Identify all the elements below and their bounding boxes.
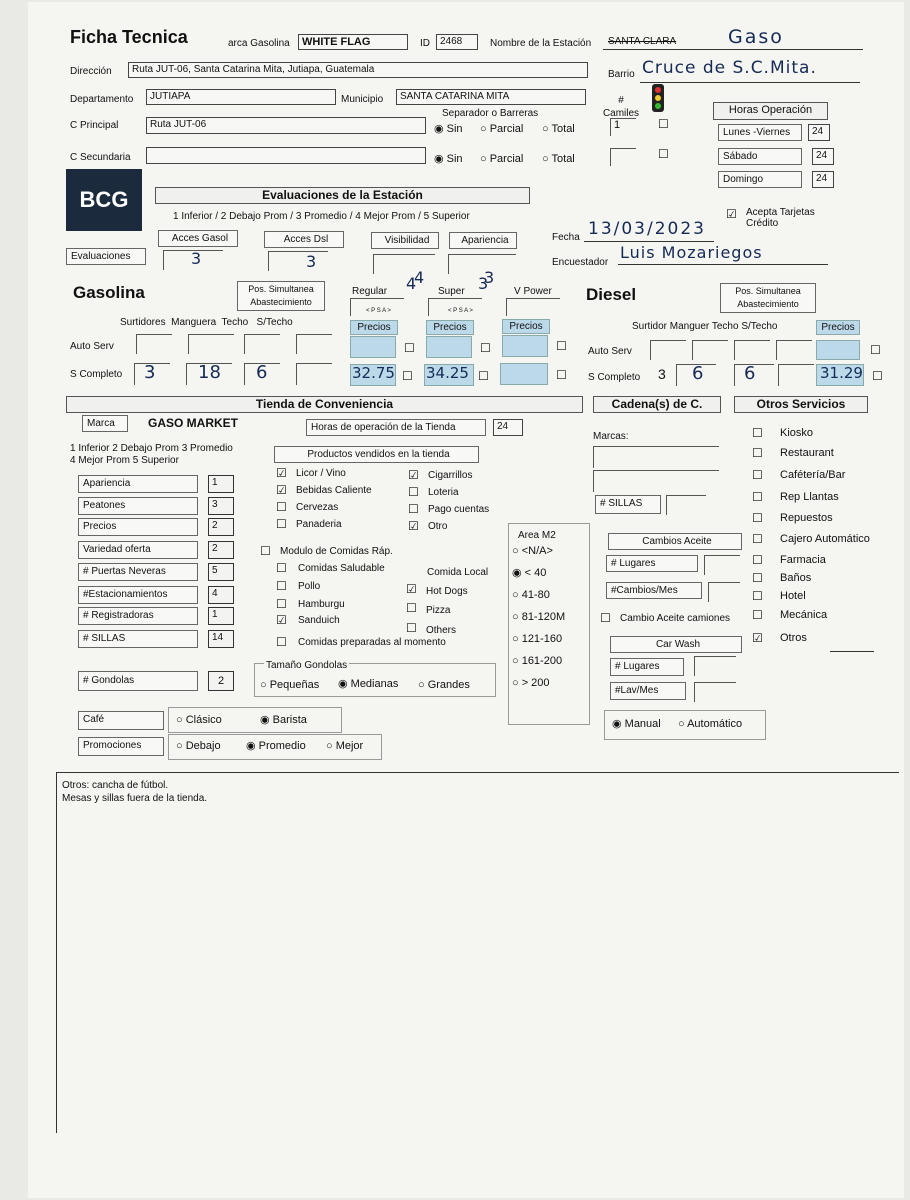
area-option-radio[interactable]: ○ 81-120M bbox=[512, 611, 566, 623]
sep1-total-label: Total bbox=[551, 123, 575, 135]
rating-value[interactable]: 3 bbox=[208, 497, 234, 515]
lunes-viernes-label: Lunes -Viernes bbox=[718, 124, 802, 141]
notes-area[interactable] bbox=[56, 772, 899, 1133]
producto-label: Bebidas Caliente bbox=[296, 485, 372, 496]
cambios-mes-field[interactable] bbox=[708, 582, 740, 602]
domingo-label: Domingo bbox=[718, 171, 802, 188]
clasico-radio[interactable]: ○ Clásico bbox=[176, 714, 222, 726]
diesel-auto-stecho[interactable] bbox=[776, 340, 812, 360]
camiones-label: Cambio Aceite camiones bbox=[620, 613, 731, 624]
barista-radio[interactable]: ◉ Barista bbox=[260, 714, 307, 726]
tienda-horas-label: Horas de operación de la Tienda bbox=[306, 419, 486, 436]
camiles-field[interactable] bbox=[610, 118, 636, 136]
tienda-marca-value: GASO MARKET bbox=[148, 416, 238, 430]
gasolina-title: Gasolina bbox=[73, 283, 145, 302]
comida-checkbox[interactable]: ☑ bbox=[276, 613, 287, 627]
cadena-sillas-field[interactable] bbox=[666, 495, 706, 515]
automatico-label: Automático bbox=[687, 718, 743, 730]
barrio-handwritten: Cruce de S.C.Mita. bbox=[642, 58, 817, 78]
fecha-label: Fecha bbox=[552, 232, 580, 243]
sabado-field[interactable]: 24 bbox=[812, 148, 834, 165]
tamano-gondolas-label: Tamaño Gondolas bbox=[266, 660, 348, 671]
nombre-estacion-handwritten: Gaso bbox=[728, 26, 784, 48]
acces-gasol-hw: 3 bbox=[191, 249, 202, 268]
tienda-horas-field[interactable]: 24 bbox=[493, 419, 523, 436]
marcas-label: Marcas: bbox=[593, 431, 629, 442]
bcg-logo bbox=[66, 169, 142, 231]
producto-label: Pago cuentas bbox=[428, 504, 490, 515]
comida-checkbox[interactable]: ☐ bbox=[276, 561, 287, 575]
sep1-total-radio[interactable]: ○ Total bbox=[542, 123, 575, 135]
sep1-sin-label: Sin bbox=[446, 123, 463, 135]
producto-checkbox[interactable]: ☑ bbox=[276, 483, 287, 497]
area-option-radio[interactable]: ◉ < 40 bbox=[512, 567, 547, 579]
productos-header: Productos vendidos en la tienda bbox=[274, 446, 479, 463]
rating-value[interactable]: 1 bbox=[208, 607, 234, 625]
nombre-estacion-struck: SANTA CLARA bbox=[608, 36, 677, 47]
rating-label: # SILLAS bbox=[78, 630, 198, 648]
rating-label: #Estacionamientos bbox=[78, 586, 198, 604]
gondolas-label: # Gondolas bbox=[78, 671, 198, 691]
manual-radio[interactable]: ◉ Manual bbox=[612, 718, 661, 730]
marca-gasolina-field[interactable]: WHITE FLAG bbox=[298, 34, 408, 50]
sep1-sin-radio[interactable]: ◉ Sin bbox=[434, 123, 463, 135]
servicio-checkbox[interactable]: ☐ bbox=[752, 468, 763, 482]
regular-hw: 4 bbox=[406, 274, 417, 293]
diesel-auto-manguera[interactable] bbox=[692, 340, 728, 360]
cadena-sillas-label: # SILLAS bbox=[595, 495, 661, 514]
visibilidad-label: Visibilidad bbox=[371, 232, 439, 249]
barista-label: Barista bbox=[272, 714, 307, 726]
rating-label: # Puertas Neveras bbox=[78, 563, 198, 581]
servicio-label: Kiosko bbox=[780, 427, 814, 439]
diesel-s-precio-hw: 31.29 bbox=[820, 364, 863, 382]
servicio-checkbox[interactable]: ☐ bbox=[752, 571, 763, 585]
promo-mejor-label: Mejor bbox=[335, 740, 364, 752]
servicio-checkbox[interactable]: ☐ bbox=[752, 426, 763, 440]
comida-label: Sanduich bbox=[298, 615, 340, 626]
evaluaciones-header: Evaluaciones de la Estación bbox=[155, 187, 530, 204]
municipio-label: Municipio bbox=[341, 94, 384, 105]
servicio-checkbox[interactable]: ☐ bbox=[752, 511, 763, 525]
cambios-mes-label: #Cambios/Mes bbox=[606, 582, 702, 599]
gas-s-vpower-check[interactable]: ☐ bbox=[556, 368, 567, 382]
producto-checkbox[interactable]: ☐ bbox=[276, 517, 287, 531]
rating-value[interactable]: 2 bbox=[208, 518, 234, 536]
gas-s-techo-hw: 6 bbox=[256, 362, 268, 383]
lav-mes-label: #Lav/Mes bbox=[610, 682, 686, 700]
rating-value[interactable]: 5 bbox=[208, 563, 234, 581]
servicio-checkbox[interactable]: ☐ bbox=[752, 553, 763, 567]
horas-operacion-header: Horas Operación bbox=[713, 102, 828, 120]
rating-value[interactable]: 2 bbox=[208, 541, 234, 559]
rating-value[interactable]: 1 bbox=[208, 475, 234, 493]
gas-auto-vpower-check[interactable]: ☐ bbox=[556, 339, 567, 353]
rating-label: Peatones bbox=[78, 497, 198, 515]
producto-checkbox[interactable]: ☐ bbox=[408, 502, 419, 516]
separador-label: Separador o Barreras bbox=[442, 108, 539, 119]
producto-label: Cigarrillos bbox=[428, 470, 473, 481]
vpower-psa-box[interactable] bbox=[506, 298, 560, 316]
departamento-label: Departamento bbox=[70, 94, 134, 105]
encuestador-rule bbox=[618, 264, 828, 265]
gas-s-precio-super-hw: 34.25 bbox=[426, 364, 469, 382]
gas-auto-regular-check[interactable]: ☐ bbox=[404, 341, 415, 355]
producto-label: Loteria bbox=[428, 487, 459, 498]
diesel-s-techo-hw: 6 bbox=[744, 363, 756, 384]
tienda-scale-2: 4 Mejor Prom 5 Superior bbox=[70, 455, 179, 466]
promo-promedio-label: Promedio bbox=[258, 740, 306, 752]
cafe-label: Café bbox=[78, 711, 164, 730]
servicio-checkbox[interactable]: ☐ bbox=[752, 446, 763, 460]
encuestador-handwritten: Luis Mozariegos bbox=[620, 243, 763, 262]
gondolas-field[interactable]: 2 bbox=[208, 671, 234, 691]
visibilidad-field[interactable] bbox=[373, 254, 435, 274]
sep2-sin-radio[interactable]: ◉ Sin bbox=[434, 153, 463, 165]
marcas-field-2[interactable] bbox=[593, 470, 719, 492]
camiones-checkbox[interactable]: ☐ bbox=[600, 611, 611, 625]
servicio-checkbox[interactable]: ☐ bbox=[752, 589, 763, 603]
header-rule bbox=[603, 49, 863, 50]
servicio-label: Repuestos bbox=[780, 512, 833, 524]
carwash-lugares-field[interactable] bbox=[694, 656, 736, 676]
rating-label: Apariencia bbox=[78, 475, 198, 493]
area-option-radio[interactable]: ○ > 200 bbox=[512, 677, 550, 689]
comida-checkbox[interactable]: ☐ bbox=[406, 601, 417, 615]
fecha-handwritten: 13/03/2023 bbox=[588, 219, 706, 239]
gas-s-precio-vpower[interactable] bbox=[500, 363, 548, 385]
marca-gasolina-label: arca Gasolina bbox=[228, 38, 290, 49]
otros-rule bbox=[830, 651, 874, 652]
producto-checkbox[interactable]: ☐ bbox=[276, 500, 287, 514]
producto-checkbox[interactable]: ☐ bbox=[408, 485, 419, 499]
rating-label: # Registradoras bbox=[78, 607, 198, 625]
gas-auto-super-check[interactable]: ☐ bbox=[480, 341, 491, 355]
nombre-estacion-label: Nombre de la Estación bbox=[490, 38, 592, 49]
servicio-label: Hotel bbox=[780, 590, 806, 602]
form-sheet bbox=[28, 2, 904, 1198]
producto-checkbox[interactable]: ☑ bbox=[408, 468, 419, 482]
regular-label: Regular bbox=[352, 286, 388, 297]
gas-s-stecho[interactable] bbox=[296, 363, 332, 385]
camiles-checkbox[interactable]: ☐ bbox=[658, 117, 669, 131]
gas-auto-manguera[interactable] bbox=[188, 334, 234, 354]
rating-value[interactable]: 14 bbox=[208, 630, 234, 648]
diesel-title: Diesel bbox=[586, 285, 637, 304]
id-label: ID bbox=[420, 38, 430, 49]
sep1-parcial-radio[interactable]: ○ Parcial bbox=[480, 123, 524, 135]
visibilidad-hw: 4 bbox=[414, 268, 425, 287]
csecundaria-label: C Secundaria bbox=[70, 152, 131, 163]
area-option-radio[interactable]: ○ 41-80 bbox=[512, 589, 550, 601]
domingo-field[interactable]: 24 bbox=[812, 171, 834, 188]
gas-auto-techo[interactable] bbox=[244, 334, 280, 354]
rating-label: Variedad oferta bbox=[78, 541, 198, 559]
precio-super-header: Precios bbox=[426, 320, 474, 335]
acces-dsl-label: Acces Dsl bbox=[264, 231, 344, 248]
departamento-field[interactable]: JUTIAPA bbox=[146, 89, 336, 105]
super-label: Super bbox=[438, 286, 465, 297]
barrio-rule bbox=[640, 82, 860, 83]
notes-line-2: Mesas y sillas fuera de la tienda. bbox=[62, 793, 208, 804]
gas-s-regular-check[interactable]: ☐ bbox=[402, 369, 413, 383]
lav-mes-field[interactable] bbox=[694, 682, 736, 702]
servicio-label: Cafétería/Bar bbox=[780, 469, 846, 481]
id-field[interactable]: 2468 bbox=[436, 34, 478, 50]
cprincipal-field[interactable]: Ruta JUT-06 bbox=[146, 117, 426, 134]
apariencia-hw: 3 bbox=[484, 268, 495, 287]
area-title: Area M2 bbox=[518, 530, 556, 541]
municipio-field[interactable]: SANTA CATARINA MITA bbox=[396, 89, 586, 105]
apariencia-field[interactable] bbox=[448, 254, 516, 274]
comida-checkbox[interactable]: ☐ bbox=[406, 621, 417, 635]
diesel-auto-precio[interactable] bbox=[816, 340, 860, 360]
bcg-logo-text: BCG bbox=[79, 187, 129, 212]
servicio-label: Farmacia bbox=[780, 554, 826, 566]
gas-s-surtidores-hw: 3 bbox=[144, 362, 156, 383]
medianas-radio[interactable]: ◉ Medianas bbox=[338, 678, 399, 690]
sep2-parcial-radio[interactable]: ○ Parcial bbox=[480, 153, 524, 165]
otros-servicios-header: Otros Servicios bbox=[734, 396, 868, 413]
gas-auto-surtidores[interactable] bbox=[136, 334, 172, 354]
gas-s-manguera-hw: 18 bbox=[198, 362, 221, 383]
acces-dsl-hw: 3 bbox=[306, 252, 317, 271]
sep2-sin-label: Sin bbox=[446, 153, 463, 165]
area-option-radio[interactable]: ○ <N/A> bbox=[512, 545, 553, 557]
automatico-radio[interactable]: ○ Automático bbox=[678, 718, 743, 730]
area-option-radio[interactable]: ○ 121-160 bbox=[512, 633, 563, 645]
promo-promedio-radio[interactable]: ◉ Promedio bbox=[246, 740, 306, 752]
servicio-label: Mecánica bbox=[780, 609, 828, 621]
promo-debajo-label: Debajo bbox=[185, 740, 221, 752]
lunes-viernes-field[interactable]: 24 bbox=[808, 124, 830, 141]
rating-label: Precios bbox=[78, 518, 198, 536]
gas-auto-serv-label: Auto Serv bbox=[70, 341, 114, 352]
comida-checkbox[interactable]: ☑ bbox=[406, 582, 417, 596]
camiles-value: 1 bbox=[614, 119, 621, 131]
precio-vpower-header: Precios bbox=[502, 319, 550, 334]
tienda-marca-label: Marca bbox=[82, 415, 128, 432]
carwash-lugares-label: # Lugares bbox=[610, 658, 684, 676]
encuestador-label: Encuestador bbox=[552, 257, 609, 268]
tienda-scale-1: 1 Inferior 2 Debajo Prom 3 Promedio bbox=[70, 443, 233, 454]
sep1-parcial-label: Parcial bbox=[489, 123, 524, 135]
diesel-s-surtidor: 3 bbox=[658, 366, 666, 382]
marcas-field-1[interactable] bbox=[593, 446, 719, 468]
gasolina-pos-simultanea: Pos. Simultanea Abastecimiento bbox=[237, 281, 325, 311]
camiles-field-2[interactable] bbox=[610, 148, 636, 166]
comida-label: Comidas Saludable bbox=[298, 563, 385, 574]
traffic-light-icon bbox=[652, 84, 664, 112]
diesel-columns: Surtidor Manguer Techo S/Techo bbox=[632, 321, 778, 332]
comida-label: Hamburgu bbox=[298, 599, 345, 610]
cadena-header: Cadena(s) de C. bbox=[593, 396, 721, 413]
vpower-label: V Power bbox=[514, 286, 552, 297]
gas-s-precio-regular-hw: 32.75 bbox=[352, 364, 395, 382]
rating-value[interactable]: 4 bbox=[208, 586, 234, 604]
direccion-label: Dirección bbox=[70, 66, 112, 77]
producto-label: Otro bbox=[428, 521, 448, 532]
area-option-radio[interactable]: ○ 161-200 bbox=[512, 655, 563, 667]
clasico-label: Clásico bbox=[185, 714, 222, 726]
precio-regular-header: Precios bbox=[350, 320, 398, 335]
sep2-total-radio[interactable]: ○ Total bbox=[542, 153, 575, 165]
form-title: Ficha Tecnica bbox=[70, 27, 188, 47]
modulo-comidas-checkbox[interactable]: ☐ bbox=[260, 544, 271, 558]
comida-checkbox[interactable]: ☐ bbox=[276, 579, 287, 593]
fecha-rule bbox=[584, 241, 714, 242]
comida-label: Others bbox=[426, 625, 457, 636]
promo-mejor-radio[interactable]: ○ Mejor bbox=[326, 740, 364, 752]
servicio-label: Rep Llantas bbox=[780, 491, 839, 503]
diesel-auto-check[interactable]: ☐ bbox=[870, 343, 881, 357]
gas-s-completo-label: S Completo bbox=[70, 369, 123, 380]
sep2-parcial-label: Parcial bbox=[489, 153, 524, 165]
comida-checkbox[interactable]: ☐ bbox=[276, 597, 287, 611]
csecundaria-field[interactable] bbox=[146, 147, 426, 164]
direccion-field[interactable]: Ruta JUT-06, Santa Catarina Mita, Jutiapa, Guatemala bbox=[128, 62, 588, 78]
diesel-auto-serv-label: Auto Serv bbox=[588, 346, 632, 357]
grandes-radio[interactable]: ○ Grandes bbox=[418, 679, 470, 691]
producto-label: Licor / Vino bbox=[296, 468, 346, 479]
producto-label: Cervezas bbox=[296, 502, 339, 513]
servicio-checkbox[interactable]: ☐ bbox=[752, 608, 763, 622]
diesel-auto-techo[interactable] bbox=[734, 340, 770, 360]
gas-auto-precio-super[interactable] bbox=[426, 336, 472, 358]
servicio-label: Baños bbox=[780, 572, 812, 584]
medianas-label: Medianas bbox=[350, 678, 399, 690]
diesel-precio-header: Precios bbox=[816, 320, 860, 335]
cambios-lugares-label: # Lugares bbox=[606, 555, 698, 572]
diesel-s-stecho[interactable] bbox=[778, 364, 814, 386]
cprincipal-label: C Principal bbox=[70, 120, 119, 131]
producto-checkbox[interactable]: ☑ bbox=[276, 466, 287, 480]
acces-gasol-label: Acces Gasol bbox=[158, 230, 238, 247]
producto-checkbox[interactable]: ☑ bbox=[408, 519, 419, 533]
cambios-aceite-header: Cambios Aceite bbox=[608, 533, 742, 550]
manual-label: Manual bbox=[624, 718, 661, 730]
promociones-label: Promociones bbox=[78, 737, 164, 756]
diesel-s-completo-label: S Completo bbox=[588, 372, 641, 383]
sep2-total-label: Total bbox=[551, 153, 575, 165]
modulo-comidas-label: Modulo de Comidas Ráp. bbox=[280, 546, 393, 557]
comida-checkbox[interactable]: ☐ bbox=[276, 635, 287, 649]
evaluaciones-label: Evaluaciones bbox=[66, 248, 146, 265]
servicio-checkbox[interactable]: ☐ bbox=[752, 490, 763, 504]
comida-label: Pollo bbox=[298, 581, 321, 592]
super-hw: 3 bbox=[478, 274, 489, 293]
comida-local-label: Comida Local bbox=[427, 567, 489, 578]
gas-s-super-check[interactable]: ☐ bbox=[478, 369, 489, 383]
servicio-label: Cajero Automático bbox=[780, 533, 870, 545]
super-psa: < P S A > bbox=[448, 308, 473, 314]
producto-label: Panaderia bbox=[296, 519, 342, 530]
gas-auto-stecho[interactable] bbox=[296, 334, 332, 354]
car-wash-header: Car Wash bbox=[610, 636, 742, 653]
camiles-checkbox-2[interactable]: ☐ bbox=[658, 147, 669, 161]
grandes-label: Grandes bbox=[427, 679, 470, 691]
barrio-label: Barrio bbox=[608, 69, 635, 80]
notes-line-1: Otros: cancha de fútbol. bbox=[62, 780, 169, 791]
diesel-s-manguera-hw: 6 bbox=[692, 363, 704, 384]
sabado-label: Sábado bbox=[718, 148, 802, 165]
comida-label: Pizza bbox=[426, 605, 451, 616]
apariencia-label: Apariencia bbox=[449, 232, 517, 249]
comida-label: Hot Dogs bbox=[426, 586, 468, 597]
regular-psa: < P S A > bbox=[366, 308, 391, 314]
gas-auto-precio-regular[interactable] bbox=[350, 336, 396, 358]
acepta-tarjetas-checkbox[interactable]: ☑ bbox=[726, 207, 737, 221]
acepta-tarjetas-label: Acepta Tarjetas Crédito bbox=[746, 207, 815, 229]
pequenas-label: Pequeñas bbox=[269, 679, 320, 691]
servicio-checkbox[interactable]: ☑ bbox=[752, 631, 763, 645]
promo-debajo-radio[interactable]: ○ Debajo bbox=[176, 740, 221, 752]
servicio-checkbox[interactable]: ☐ bbox=[752, 532, 763, 546]
pequenas-radio[interactable]: ○ Pequeñas bbox=[260, 679, 320, 691]
comida-label: Comidas preparadas al momento bbox=[298, 637, 446, 648]
servicio-label: Otros bbox=[780, 632, 807, 644]
diesel-auto-surtidor[interactable] bbox=[650, 340, 686, 360]
diesel-pos-simultanea: Pos. Simultanea Abastecimiento bbox=[720, 283, 816, 313]
evaluaciones-scale: 1 Inferior / 2 Debajo Prom / 3 Promedio / 4 Mejor Prom / 5 Superior bbox=[173, 211, 470, 222]
acces-dsl-field[interactable] bbox=[268, 251, 328, 271]
diesel-s-check[interactable]: ☐ bbox=[872, 369, 883, 383]
cambios-lugares-field[interactable] bbox=[704, 555, 740, 575]
gas-auto-precio-vpower[interactable] bbox=[502, 335, 548, 357]
tienda-header: Tienda de Conveniencia bbox=[66, 396, 583, 413]
servicio-label: Restaurant bbox=[780, 447, 834, 459]
gasolina-columns: Surtidores Manguera Techo S/Techo bbox=[120, 317, 293, 328]
camiles-label: # Camiles bbox=[602, 95, 640, 119]
